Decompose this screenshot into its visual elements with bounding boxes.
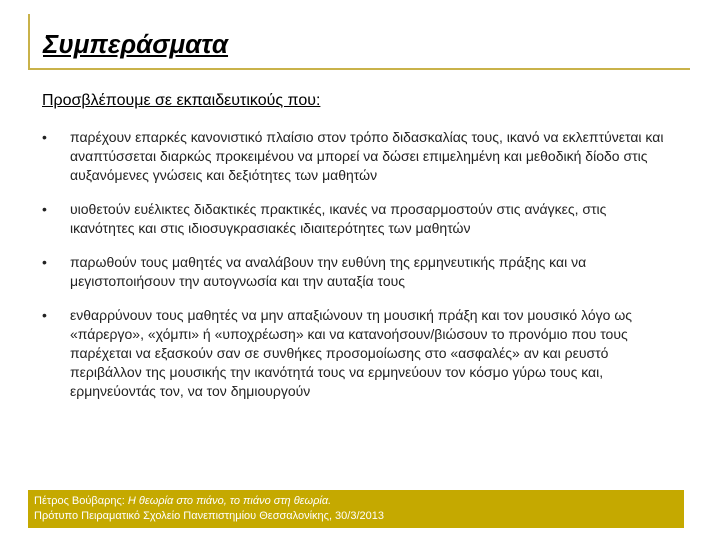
footer-citation-line (34, 494, 678, 509)
bullet-text: παρωθούν τους μαθητές να αναλάβουν την ευθύνη της ερμηνευτικής πράξης και να μεγιστοποιήσουν την αυτογνωσία και την αυταξία τους (70, 254, 587, 289)
title-bar (28, 14, 690, 70)
footer-venue-date: Πρότυπο Πειραματικό Σχολείο Πανεπιστημίου Θεσσαλονίκης, 30/3/2013 (34, 510, 384, 522)
bullet-item (42, 306, 667, 401)
slide-title: Συμπεράσματα (43, 29, 229, 59)
bullet-text: υιοθετούν ευέλικτες διδακτικές πρακτικές, ικανές να προσαρμοστούν στις ανάγκες, στις ικανότητες και στις ιδιοσυγκρασιακές ιδιαιτερότητες των μαθητών (70, 201, 607, 236)
footer-work-title: Η θεωρία στο πιάνο, το πιάνο στη θεωρία. (127, 495, 332, 507)
title-accent-horizontal (28, 68, 690, 70)
bullet-marker: • (42, 201, 47, 217)
bullet-text: ενθαρρύνουν τους μαθητές να μην απαξιώνουν τη μουσική πράξη και τον μουσικό λόγο ως «πάρεργο», «χόμπι» ή «υποχρέωση» και να κατανοήσουν/βιώσουν το προνόμιο που τους παρέχεται να εξασκούν σαν σε συνθήκες προσομοίωσης στο «ασφαλές» αν και ρευστό περιβάλλον της μουσικής την ικανότητά τους να ερμηνεύουν τον κόσμο γύρω τους και, ερμηνεύοντάς τον, να τον δημιουργούν (70, 307, 633, 399)
bullet-item (42, 200, 667, 238)
bullet-list (42, 128, 667, 416)
bullet-item (42, 253, 667, 291)
bullet-item (42, 128, 667, 185)
bullet-text: παρέχουν επαρκές κανονιστικό πλαίσιο στον τρόπο διδασκαλίας τους, ικανό να εκλεπτύνεται και αναπτύσσεται διαρκώς προκειμένου να μπορεί να δώσει επιμελημένη και μεθοδική δίοδο στις αυξανόμενες γνώσεις και δεξιότητες των μαθητών (70, 129, 664, 183)
bullet-marker: • (42, 254, 47, 270)
bullet-marker: • (42, 129, 47, 145)
footer-banner (28, 490, 684, 528)
bullet-marker: • (42, 307, 47, 323)
title-accent-vertical (28, 14, 30, 70)
footer-author: Πέτρος Βούβαρης: (34, 495, 125, 507)
intro-text: Προσβλέπουμε σε εκπαιδευτικούς που: (42, 92, 321, 109)
